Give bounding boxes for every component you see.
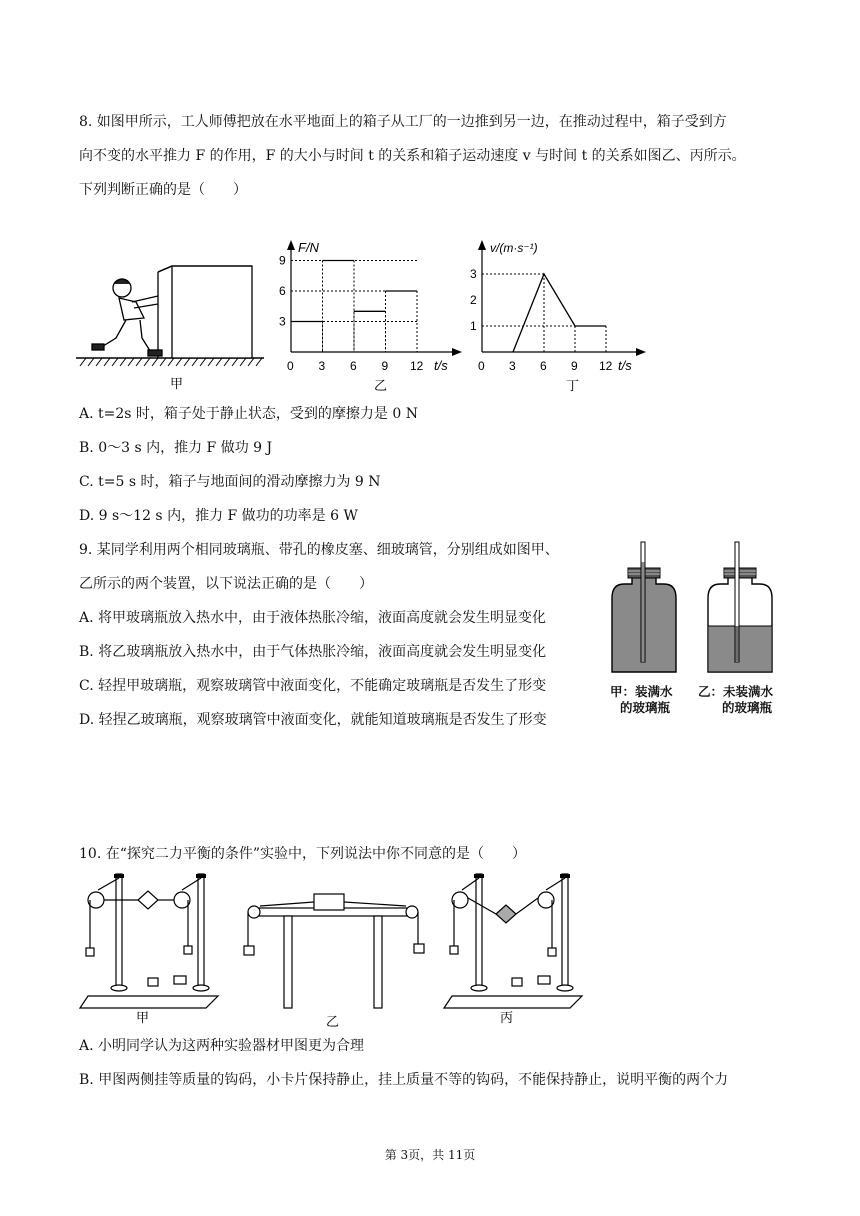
q8-graph-f <box>274 238 470 398</box>
q9-option-d: D. 轻捏乙玻璃瓶，观察玻璃管中液面变化，就能知道玻璃瓶是否发生了形变 <box>79 712 547 728</box>
box-icon <box>158 266 252 358</box>
q8-figure-jia <box>74 238 274 398</box>
q10-figure-jia <box>78 866 228 1026</box>
graph-v-xtick: 12 <box>599 359 613 373</box>
graph-v-ylabel: v/(m·s⁻¹) <box>490 241 538 255</box>
q8-option-c: C. t=5 s 时，箱子与地面间的滑动摩擦力为 9 N <box>79 474 381 490</box>
worker-icon <box>92 279 162 356</box>
q8-fig-label-ding: 丁 <box>566 378 580 393</box>
graph-v-xtick: 3 <box>509 359 516 373</box>
graph-f-ytick: 3 <box>279 314 286 329</box>
graph-v-ytick: 3 <box>470 267 477 281</box>
q8-option-d: D. 9 s～12 s 内，推力 F 做功的功率是 6 W <box>79 508 358 524</box>
page-footer: 第 3页，共 11页 <box>384 1148 476 1162</box>
graph-f-ylabel: F/N <box>298 240 319 255</box>
q8-option-b: B. 0～3 s 内，推力 F 做功 9 J <box>79 440 273 456</box>
graph-v-xlabel: t/s <box>618 358 632 373</box>
q9-stem-line-1: 9. 某同学利用两个相同玻璃瓶、带孔的橡皮塞、细玻璃管，分别组成如图甲、 <box>79 542 559 558</box>
graph-v-xtick: 0 <box>478 359 485 373</box>
graph-f-xtick: 9 <box>381 359 389 373</box>
graph-v-xtick: 6 <box>540 359 547 373</box>
q10-option-a: A. 小明同学认为这两种实验器材甲图更为合理 <box>79 1038 365 1054</box>
q10-fig-label-jia: 甲 <box>136 1010 150 1025</box>
q10-fig-label-bing: 丙 <box>500 1010 514 1025</box>
q8-fig-label-yi: 乙 <box>374 378 388 393</box>
q8-stem-line-1: 8. 如图甲所示，工人师傅把放在水平地面上的箱子从工厂的一边推到另一边，在推动过程中，箱子受到方 <box>79 114 727 130</box>
q10-figure-yi <box>238 888 428 1028</box>
graph-f-xtick: 0 <box>287 359 294 373</box>
graph-f-xtick: 12 <box>410 359 424 373</box>
q9-option-c: C. 轻捏甲玻璃瓶，观察玻璃管中液面变化，不能确定玻璃瓶是否发生了形变 <box>79 678 547 694</box>
q8-fig-label-jia: 甲 <box>170 376 184 391</box>
graph-f-xtick: 3 <box>318 359 326 373</box>
bottle-jia-icon <box>612 542 676 672</box>
graph-f-ytick: 6 <box>279 284 286 298</box>
q8-graph-v <box>470 238 660 398</box>
q9-option-a: A. 将甲玻璃瓶放入热水中，由于液体热胀冷缩，液面高度就会发生明显变化 <box>79 610 547 626</box>
graph-v-ytick: 1 <box>470 319 477 333</box>
graph-f-xlabel: t/s <box>434 358 448 373</box>
q10-figure-bing <box>442 866 592 1026</box>
graph-f-xtick: 6 <box>350 359 357 373</box>
q8-stem-line-2: 向不变的水平推力 F 的作用，F 的大小与时间 t 的关系和箱子运动速度 v 与时间 t 的关系如图乙、丙所示。 <box>79 148 746 164</box>
q8-option-a: A. t=2s 时，箱子处于静止状态，受到的摩擦力是 0 N <box>79 406 418 422</box>
graph-v-xtick: 9 <box>571 359 578 373</box>
q10-stem: 10. 在“探究二力平衡的条件”实验中，下列说法中你不同意的是（ ） <box>79 846 527 862</box>
q9-figure-bottles <box>604 540 784 680</box>
graph-v-series-line <box>513 274 606 352</box>
q10-option-b: B. 甲图两侧挂等质量的钩码，小卡片保持静止，挂上质量不等的钩码，不能保持静止，说明平衡的两个力 <box>79 1072 729 1088</box>
q9-stem-line-2: 乙所示的两个装置，以下说法正确的是（ ） <box>79 576 373 592</box>
graph-v-ytick: 2 <box>470 293 477 307</box>
bottle-yi-label: 乙：未装满水 的玻璃瓶 <box>698 684 774 715</box>
bottle-yi-icon <box>708 542 772 672</box>
q8-stem-line-3: 下列判断正确的是（ ） <box>79 182 247 198</box>
graph-f-ytick: 9 <box>279 253 286 268</box>
q9-option-b: B. 将乙玻璃瓶放入热水中，由于气体热胀冷缩，液面高度就会发生明显变化 <box>79 644 547 660</box>
bottle-jia-label: 甲：装满水 的玻璃瓶 <box>610 684 673 715</box>
q10-fig-label-yi: 乙 <box>326 1014 340 1028</box>
